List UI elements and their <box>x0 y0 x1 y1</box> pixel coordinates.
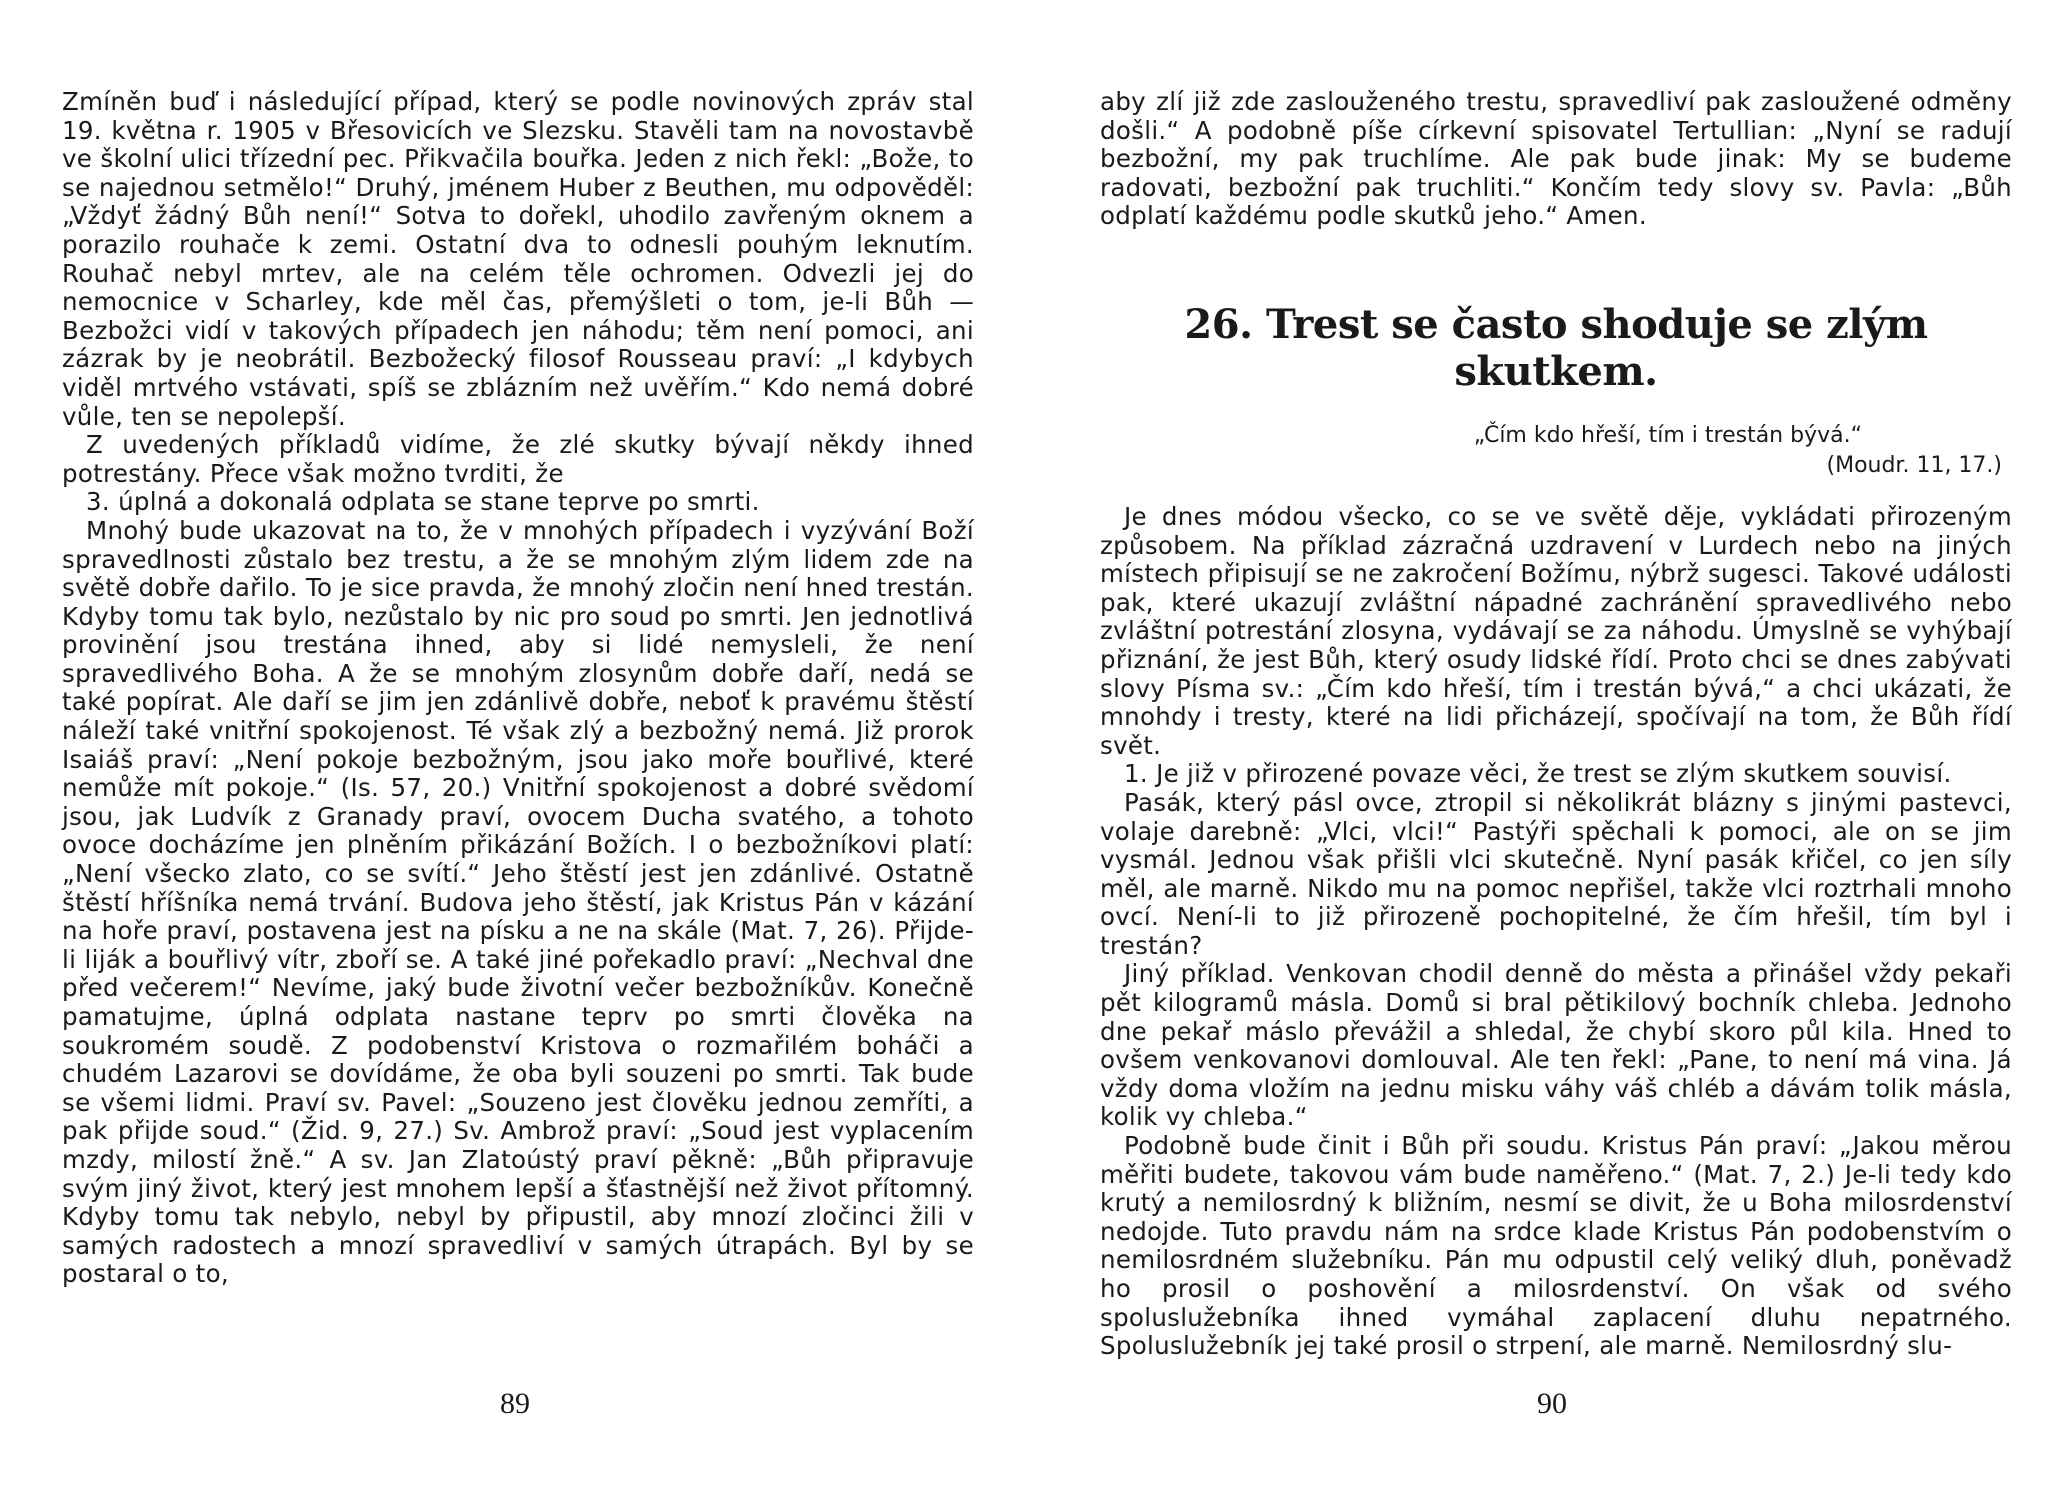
section-heading-1: 1. Je již v přirozené povaze věci, že trest se zlým skutkem souvisí. <box>1124 759 1952 789</box>
section-heading-3: 3. úplná a dokonalá odplata se stane teprve po smrti. <box>86 487 760 517</box>
paragraph: Podobně bude činit i Bůh při soudu. Kristus Pán praví: „Jakou měrou měřiti budete, takovou vám bude naměřeno.“ (Mat. 7, 2.) Je-li tedy kdo krutý a nemilosrdný k bližním, nesmí se divit, že u Boha milosrdenství nedojde. Tuto pravdu nám na srdce klade Kristus Pán podobenstvím o nemilosrdném služebníku. Pán mu odpustil celý veliký dluh, poněvadž ho prosil o poshovění a milosrdenství. On však od svého spoluslužebníka ihned vymáhal zaplacení dluhu nepatrného. Spoluslužebník jej také prosil o strpení, ale marně. Nemilosrdný slu- <box>1100 1131 2012 1361</box>
page-number-right: 90 <box>1537 1387 1567 1420</box>
paragraph: Mnohý bude ukazovat na to, že v mnohých případech i vyzývání Boží spravedlnosti zůstalo bez trestu, a že se mnohým zlým lidem zde na světě dobře dařilo. To je sice pravda, že mnohý zločin není hned trestán. Kdyby tomu tak bylo, nezůstalo by nic pro soud po smrti. Jen jednotlivá provinění jsou trestána ihned, aby si lidé nemysleli, že není spravedlivého Boha. A že se mnohým zlosynům dobře daří, nedá se také popírat. Ale daří se jim jen zdánlivě dobře, neboť k pravému štěstí náleží také vnitřní spokojenost. Té však zlý a bezbožný nemá. Již prorok Isaiáš praví: „Není pokoje bezbožným, jsou jako moře bouřlivé, které nemůže mít pokoje.“ (Is. 57, 20.) Vnitřní spokojenost a dobré svědomí jsou, jak Ludvík z Granady praví, ovocem Ducha svatého, a tohoto ovoce docházíme jen plněním přikázání Božích. I o bezbožníkovi platí: „Není všecko zlato, co se svítí.“ Jeho štěstí jest jen zdánlivé. Ostatně štěstí hříšníka nemá trvání. Budova jeho štěstí, jak Kristus Pán v kázání na hoře praví, postavena jest na písku a ne na skále (Mat. 7, 26). Přijde-li liják a bouřlivý vítr, zboří se. A také jiné pořekadlo praví: „Nechval dne před večerem!“ Nevíme, jaký bude životní večer bezbožníkův. Konečně pamatujme, úplná odplata nastane teprv po smrti člověka na soukromém soudě. Z podobenství Kristova o rozmařilém boháči a chudém Lazarovi se dovídáme, že oba byli souzeni po smrti. Tak bude se všemi lidmi. Praví sv. Pavel: „Souzeno jest člověku jednou zemříti, a pak přijde soud.“ (Žid. 9, 27.) Sv. Ambrož praví: „Soud jest vyplacením mzdy, milostí žně.“ A sv. Jan Zlatoústý praví pěkně: „Bůh připravuje svým jiný život, který jest mnohem lepší a šťastnější než život přítomný. Kdyby tomu tak nebylo, nebyl by připustil, aby mnozí zločinci žili v samých radostech a mnozí spravedliví v samých útrapách. Byl by se postaral o to, <box>62 515 974 1289</box>
paragraph: Pasák, který pásl ovce, ztropil si několikrát blázny s jinými pastevci, volaje darebně: „Vlci, vlci!“ Pastýři spěchali k pomoci, ale on se jim vysmál. Jednou však přišli vlci skutečně. Nyní pasák křičel, co jen síly měl, ale marně. Nikdo mu na pomoc nepřišel, takže vlci roztrhali mnoho ovcí. Není-li to již přirozeně pochopitelné, že čím hřešil, tím byl i trestán? <box>1100 787 2012 960</box>
paragraph: Z uvedených příkladů vidíme, že zlé skutky bývají někdy ihned potrestány. Přece však možno tvrditi, že <box>62 430 974 488</box>
epigraph-source: (Moudr. 11, 17.) <box>1826 452 2002 478</box>
paragraph: Jiný příklad. Venkovan chodil denně do města a přinášel vždy pekaři pět kilogramů másla. Domů si bral pětikilový bochník chleba. Jednoho dne pekař máslo převážil a shledal, že chybí skoro půl kila. Hned to ovšem venkovanovi domlouval. Ale ten řekl: „Pane, to není má vina. Já vždy doma vložím na jednu misku váhy váš chléb a dávám tolik másla, kolik vy chleba.“ <box>1100 959 2012 1132</box>
page-number-left: 89 <box>500 1387 530 1420</box>
epigraph <box>1100 421 2012 481</box>
paragraph: aby zlí již zde zaslouženého trestu, spravedliví pak zasloužené odměny došli.“ A podobně píše církevní spisovatel Tertullian: „Nyní se radují bezbožní, my pak truchlíme. Ale pak bude jinak: My se budeme radovati, bezbožní pak truchliti.“ Končím tedy slovy sv. Pavla: „Bůh odplatí každému podle skutků jeho.“ Amen. <box>1100 87 2012 231</box>
left-page <box>62 88 974 1289</box>
paragraph: Je dnes módou všecko, co se ve světě děje, vykládati přirozeným způsobem. Na příklad zázračná uzdravení v Lurdech nebo na jiných místech připisují se ne zakročení Božímu, nýbrž sugesci. Takové události pak, které ukazují zvláštní nápadné zachránění spravedlivého nebo zvláštní potrestání zlosyna, vydávají se za náhodu. Úmyslně se vyhýbají přiznání, že jest Bůh, který osudy lidské řídí. Proto chci se dnes zabývati slovy Písma sv.: „Čím kdo hřeší, tím i trestán bývá,“ a chci ukázati, že mnohdy i tresty, které na lidi přicházejí, spočívají na tom, že Bůh řídí svět. <box>1100 501 2012 760</box>
chapter-title: 26. Trest se často shoduje se zlým skutkem. <box>1184 300 1928 395</box>
right-page <box>1100 88 2012 1361</box>
epigraph-quote: „Čím kdo hřeší, tím i trestán bývá.“ <box>1473 422 1862 448</box>
paragraph: Zmíněn buď i následující případ, který se podle novinových zpráv stal 19. května r. 1905 v Břesovicích ve Slezsku. Stavěli tam na novostavbě ve školní ulici třízední pec. Přikvačila bouřka. Jeden z nich řekl: „Bože, to se najednou setmělo!“ Druhý, jménem Huber z Beuthen, mu odpověděl: „Vždyť žádný Bůh není!“ Sotva to dořekl, uhodilo zavřeným oknem a porazilo rouhače k zemi. Ostatní dva to odnesli pouhým leknutím. Rouhač nebyl mrtev, ale na celém těle ochromen. Odvezli jej do nemocnice v Scharley, kde měl čas, přemýšleti o tom, je-li Bůh — Bezbožci vidí v takových případech jen náhodu; těm není pomoci, ani zázrak by je neobrátil. Bezbožecký filosof Rousseau praví: „I kdybych viděl mrtvého vstávati, spíš se zblázním než uvěřím.“ Kdo nemá dobré vůle, ten se nepolepší. <box>62 87 974 431</box>
